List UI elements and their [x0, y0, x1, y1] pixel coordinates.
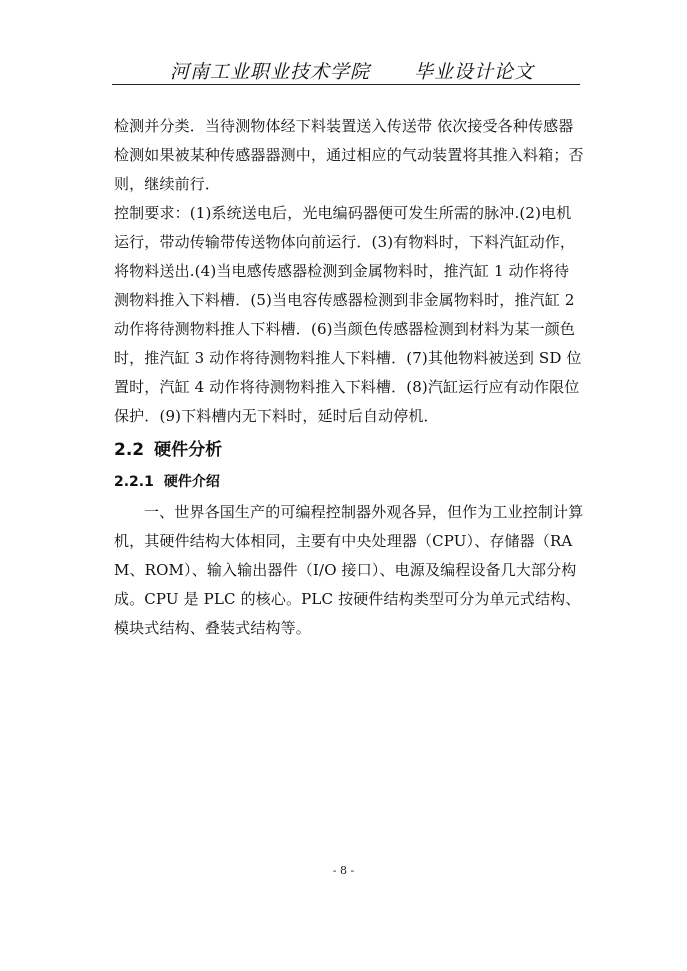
body-paragraph-control-requirements: 控制要求：(1)系统送电后，光电编码器便可发生所需的脉冲.(2)电机运行，带动传输带传送物体向前运行．(3)有物料时，下料汽缸动作，将物料送出.(4)当电感传感器检测到金属物料时，推汽缸 1 动作将待测物料推入下料槽．(5)当电容传感器检测到非金属物料时，推汽缸 2 动作将待测物料推人下料槽．(6)当颜色传感器检测到材料为某一颜色时，推汽缸 3 动作将待测物料推人下料槽．(7)其他物料被送到 SD 位置时，汽缸 4 动作将待测物料推入下料槽．(8)汽缸运行应有动作限位保护．(9)下料槽内无下料时，延时后自动停机． [114, 204, 582, 425]
section-heading [114, 433, 584, 467]
subsection-heading [114, 467, 584, 498]
page-number: - 8 - [332, 864, 355, 877]
page-header [112, 56, 580, 85]
body-paragraph-1: 检测并分类．当待测物体经下料装置送入传送带 依次接受各种传感器检测如果被某种传感器器测中，通过相应的气动装置将其推入料箱；否则，继续前行． [114, 117, 584, 193]
header-document-type: 毕业设计论文 [414, 61, 535, 83]
subsection-title: 硬件介绍 [163, 474, 220, 490]
section-title: 硬件分析 [154, 440, 223, 460]
main-content [114, 112, 584, 643]
section-number: 2.2 [114, 440, 145, 460]
body-paragraph-hardware-intro: 一、世界各国生产的可编程控制器外观各异，但作为工业控制计算机，其硬件结构大体相同，主要有中央处理器（CPU）、存储器（RAM、ROM）、输入输出器件（I/O 接口）、电源及编程设备几大部分构成。CPU 是 PLC 的核心。PLC 按硬件结构类型可分为单元式结构、模块式结构、叠装式结构等。 [114, 503, 584, 637]
subsection-number: 2.2.1 [114, 474, 154, 490]
header-school-name: 河南工业职业技术学院 [170, 61, 371, 83]
